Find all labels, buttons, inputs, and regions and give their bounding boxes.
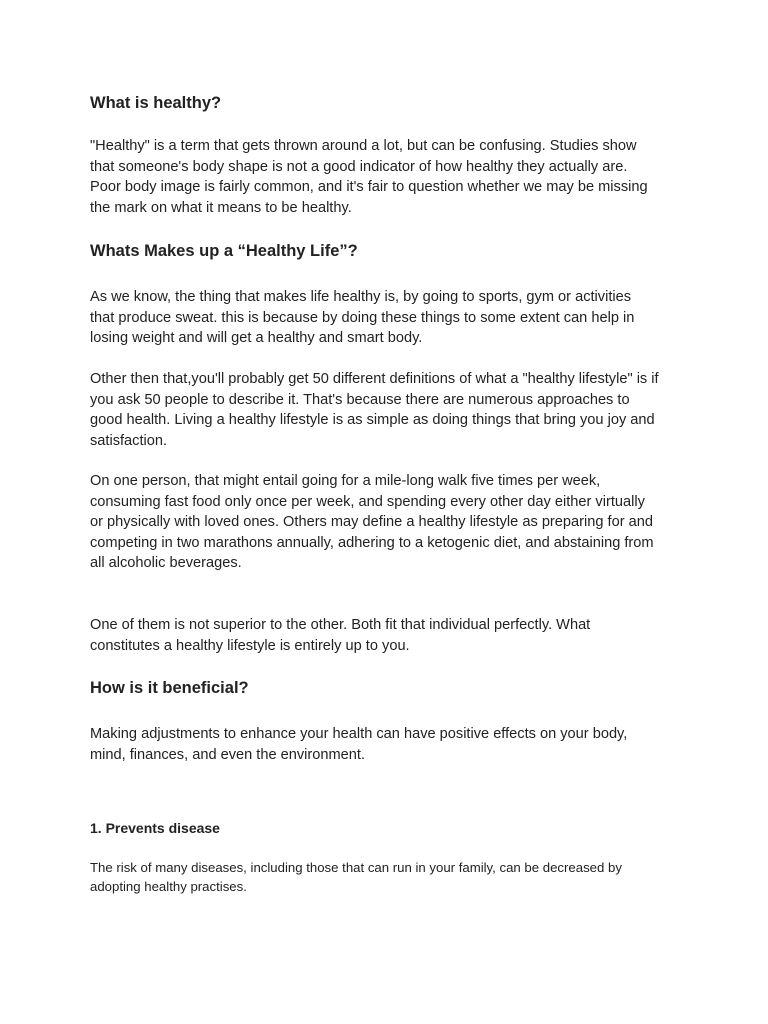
text-line: "Healthy" is a term that gets thrown around a lot, but can be confusing. Studies show	[90, 138, 637, 154]
text-line: mind, finances, and even the environment.	[90, 746, 366, 763]
heading-healthy-life: Whats Makes up a “Healthy Life”?	[90, 242, 358, 260]
text-line: good health. Living a healthy lifestyle is as simple as doing things that bring you joy and	[90, 412, 655, 428]
heading-what-is-healthy: What is healthy?	[90, 94, 222, 112]
text-line: satisfaction.	[90, 432, 168, 449]
text-line: the mark on what it means to be healthy.	[90, 199, 352, 216]
paragraph-risk	[90, 858, 690, 896]
text-line: Poor body image is fairly common, and it's fair to question whether we may be missing	[90, 179, 648, 195]
text-line: or physically with loved ones. Others may define a healthy lifestyle as preparing for and	[90, 514, 653, 530]
text-line: Making adjustments to enhance your health can have positive effects on your body,	[90, 726, 628, 742]
text-line: As we know, the thing that makes life healthy is, by going to sports, gym or activities	[90, 289, 632, 305]
text-line: competing in two marathons annually, adhering to a ketogenic diet, and abstaining from	[90, 534, 654, 551]
paragraph-one-person	[90, 471, 690, 574]
paragraph-definitions	[90, 369, 690, 451]
text-line: that someone's body shape is not a good indicator of how healthy they actually are.	[90, 158, 628, 175]
paragraph-what-is-healthy	[90, 136, 690, 218]
paragraph-adjustments	[90, 724, 690, 765]
text-line: One of them is not superior to the other. Both fit that individual perfectly. What	[90, 617, 591, 633]
text-line: consuming fast food only once per week, and spending every other day either virtually	[90, 493, 645, 510]
text-line: The risk of many diseases, including those that can run in your family, can be decreased by	[90, 860, 622, 875]
paragraph-superior	[90, 615, 690, 656]
text-line: you ask 50 people to describe it. That's because there are numerous approaches to	[90, 391, 630, 408]
text-line: Other then that,you'll probably get 50 different definitions of what a "healthy lifestyle" is if	[90, 371, 659, 387]
text-line: On one person, that might entail going for a mile-long walk five times per week,	[90, 473, 601, 489]
text-line: adopting healthy practises.	[90, 879, 247, 894]
heading-prevents-disease: 1. Prevents disease	[90, 820, 220, 836]
text-line: losing weight and will get a healthy and smart body.	[90, 330, 423, 346]
heading-beneficial: How is it beneficial?	[90, 679, 249, 697]
text-line: constitutes a healthy lifestyle is entirely up to you.	[90, 637, 410, 654]
text-line: all alcoholic beverages.	[90, 555, 242, 571]
text-line: that produce sweat. this is because by doing these things to some extent can help in	[90, 309, 635, 326]
paragraph-sweat	[90, 287, 690, 349]
